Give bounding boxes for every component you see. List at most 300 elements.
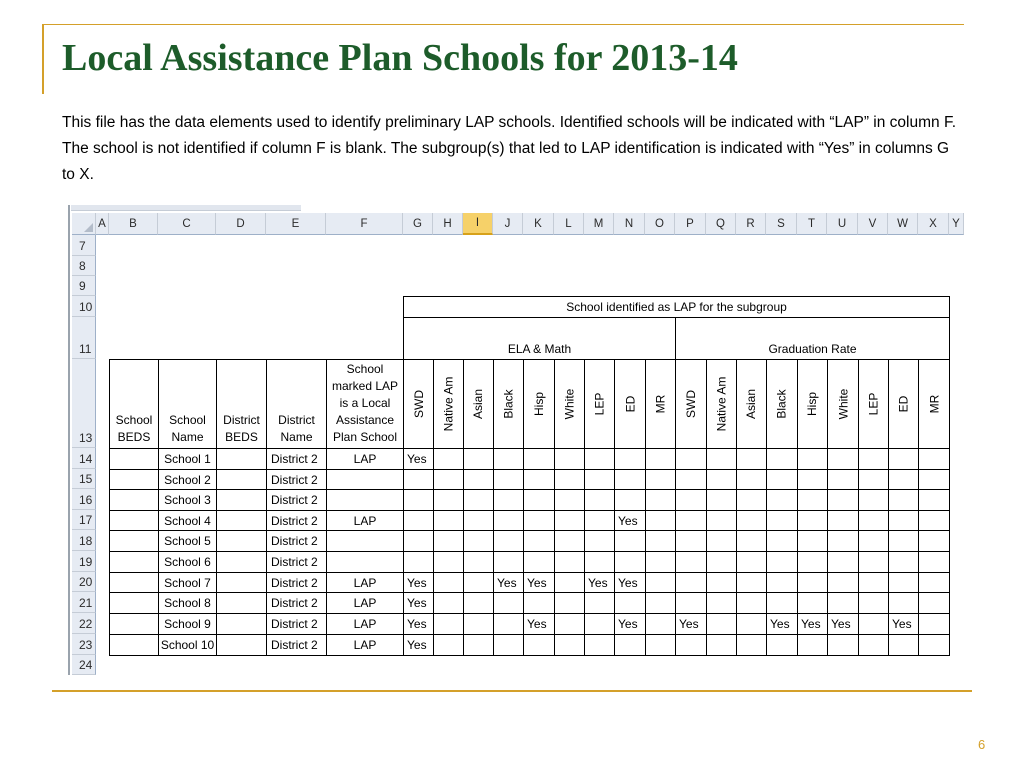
cell-subgroup-flag[interactable] <box>797 592 828 614</box>
cell-lap-marked[interactable] <box>326 489 404 511</box>
cell-subgroup-flag[interactable] <box>614 530 646 552</box>
cell-subgroup-flag[interactable] <box>645 551 676 573</box>
cell-school-name[interactable]: School 6 <box>158 551 217 573</box>
cell-subgroup-flag[interactable] <box>736 510 767 531</box>
cell-subgroup-flag[interactable] <box>493 530 524 552</box>
cell-subgroup-flag[interactable] <box>554 489 585 511</box>
cell-subgroup-flag[interactable] <box>463 613 494 635</box>
header-school-beds: School BEDS <box>109 359 159 449</box>
cell-subgroup-flag[interactable] <box>433 592 464 614</box>
header-subgroup-ela-lep <box>584 359 615 449</box>
cell-subgroup-flag[interactable] <box>645 469 676 490</box>
cell-subgroup-flag[interactable] <box>584 551 615 573</box>
cell-subgroup-flag[interactable] <box>493 489 524 511</box>
cell-subgroup-flag[interactable] <box>858 510 889 531</box>
cell-subgroup-flag[interactable] <box>766 469 798 490</box>
cell-subgroup-flag[interactable] <box>614 469 646 490</box>
cell-subgroup-flag[interactable] <box>918 613 950 635</box>
cell-subgroup-flag[interactable]: Yes <box>403 613 434 635</box>
row-header-22[interactable]: 22 <box>72 613 96 634</box>
subgroup-label: Native Am <box>441 376 456 432</box>
cell-subgroup-flag[interactable] <box>918 489 950 511</box>
subgroup-label: MR <box>653 394 668 414</box>
cell-subgroup-flag[interactable] <box>554 613 585 635</box>
column-header-a[interactable]: A <box>96 213 109 235</box>
cell-subgroup-flag[interactable] <box>736 448 767 470</box>
cell-district-beds[interactable] <box>216 634 267 656</box>
cell-subgroup-flag[interactable] <box>523 489 555 511</box>
column-header-w[interactable]: W <box>888 213 918 235</box>
cell-subgroup-flag[interactable] <box>736 613 767 635</box>
column-header-h[interactable]: H <box>433 213 463 235</box>
cell-subgroup-flag[interactable] <box>675 592 707 614</box>
cell-school-name[interactable]: School 9 <box>158 613 217 635</box>
cell-subgroup-flag[interactable] <box>433 489 464 511</box>
cell-subgroup-flag[interactable] <box>918 510 950 531</box>
row-header-15[interactable]: 15 <box>72 469 96 489</box>
cell-subgroup-flag[interactable] <box>675 489 707 511</box>
cell-subgroup-flag[interactable]: Yes <box>403 634 434 656</box>
cell-subgroup-flag[interactable] <box>675 634 707 656</box>
cell-subgroup-flag[interactable] <box>827 530 859 552</box>
cell-subgroup-flag[interactable] <box>706 572 737 593</box>
cell-subgroup-flag[interactable]: Yes <box>614 572 646 593</box>
subgroup-label: Hisp <box>531 391 546 417</box>
cell-subgroup-flag[interactable] <box>523 448 555 470</box>
cell-school-name[interactable]: School 3 <box>158 489 217 511</box>
cell-subgroup-flag[interactable] <box>888 489 919 511</box>
cell-subgroup-flag[interactable] <box>493 510 524 531</box>
cell-subgroup-flag[interactable] <box>614 489 646 511</box>
cell-subgroup-flag[interactable] <box>858 551 889 573</box>
cell-subgroup-flag[interactable] <box>463 592 494 614</box>
cell-subgroup-flag[interactable] <box>523 592 555 614</box>
cell-subgroup-flag[interactable] <box>645 448 676 470</box>
cell-school-name[interactable]: School 8 <box>158 592 217 614</box>
cell-subgroup-flag[interactable] <box>433 634 464 656</box>
select-all-triangle-icon <box>84 223 93 232</box>
header-school-name: School Name <box>158 359 217 449</box>
cell-subgroup-flag[interactable] <box>614 448 646 470</box>
row-header-8[interactable]: 8 <box>72 256 96 276</box>
cell-subgroup-flag[interactable] <box>645 489 676 511</box>
cell-district-beds[interactable] <box>216 613 267 635</box>
column-header-q[interactable]: Q <box>706 213 736 235</box>
column-header-k[interactable]: K <box>523 213 554 235</box>
cell-subgroup-flag[interactable] <box>463 551 494 573</box>
cell-subgroup-flag[interactable] <box>554 634 585 656</box>
cell-subgroup-flag[interactable] <box>706 489 737 511</box>
cell-lap-marked[interactable]: LAP <box>326 613 404 635</box>
cell-lap-marked[interactable]: LAP <box>326 448 404 470</box>
cell-subgroup-flag[interactable] <box>766 572 798 593</box>
cell-subgroup-flag[interactable] <box>493 613 524 635</box>
cell-subgroup-flag[interactable] <box>797 469 828 490</box>
header-subgroup-ela-hisp <box>523 359 555 449</box>
cell-subgroup-flag[interactable] <box>493 551 524 573</box>
cell-district-beds[interactable] <box>216 489 267 511</box>
header-subgroup-ela-mr <box>645 359 676 449</box>
cell-subgroup-flag[interactable] <box>918 592 950 614</box>
row-header-7[interactable]: 7 <box>72 235 96 256</box>
column-header-y[interactable]: Y <box>949 213 964 235</box>
cell-district-name[interactable]: District 2 <box>266 489 327 511</box>
cell-subgroup-flag[interactable] <box>463 448 494 470</box>
cell-subgroup-flag[interactable] <box>706 448 737 470</box>
cell-subgroup-flag[interactable] <box>463 530 494 552</box>
cell-subgroup-flag[interactable] <box>766 510 798 531</box>
cell-district-beds[interactable] <box>216 530 267 552</box>
cell-subgroup-flag[interactable] <box>888 469 919 490</box>
header-subgroup-grad-native-am <box>706 359 737 449</box>
cell-subgroup-flag[interactable]: Yes <box>797 613 828 635</box>
cell-district-name[interactable]: District 2 <box>266 592 327 614</box>
cell-subgroup-flag[interactable] <box>493 634 524 656</box>
row-header-21[interactable]: 21 <box>72 592 96 613</box>
cell-subgroup-flag[interactable] <box>827 489 859 511</box>
column-header-t[interactable]: T <box>797 213 827 235</box>
cell-subgroup-flag[interactable] <box>584 489 615 511</box>
header-subgroup-grad-lep <box>858 359 889 449</box>
cell-subgroup-flag[interactable]: Yes <box>888 613 919 635</box>
column-header-v[interactable]: V <box>858 213 888 235</box>
cell-subgroup-flag[interactable] <box>584 510 615 531</box>
cell-subgroup-flag[interactable] <box>614 592 646 614</box>
cell-school-beds[interactable] <box>109 613 159 635</box>
cell-subgroup-flag[interactable] <box>614 551 646 573</box>
cell-subgroup-flag[interactable] <box>706 592 737 614</box>
cell-school-name[interactable]: School 2 <box>158 469 217 490</box>
cell-subgroup-flag[interactable] <box>403 530 434 552</box>
cell-subgroup-flag[interactable] <box>463 572 494 593</box>
cell-subgroup-flag[interactable] <box>766 489 798 511</box>
cell-school-beds[interactable] <box>109 489 159 511</box>
cell-lap-marked[interactable]: LAP <box>326 572 404 593</box>
cell-school-beds[interactable] <box>109 551 159 573</box>
cell-subgroup-flag[interactable] <box>463 469 494 490</box>
subgroup-label: Black <box>775 389 789 419</box>
column-header-e[interactable]: E <box>266 213 326 235</box>
cell-subgroup-flag[interactable] <box>797 489 828 511</box>
cell-subgroup-flag[interactable]: Yes <box>493 572 524 593</box>
cell-district-name[interactable]: District 2 <box>266 572 327 593</box>
cell-subgroup-flag[interactable] <box>403 551 434 573</box>
cell-school-beds[interactable] <box>109 530 159 552</box>
cell-school-beds[interactable] <box>109 469 159 490</box>
subgroup-label: ED <box>622 395 637 413</box>
cell-subgroup-flag[interactable] <box>736 572 767 593</box>
cell-subgroup-flag[interactable] <box>918 634 950 656</box>
cell-subgroup-flag[interactable]: Yes <box>827 613 859 635</box>
cell-subgroup-flag[interactable] <box>645 613 676 635</box>
cell-subgroup-flag[interactable] <box>554 551 585 573</box>
cell-subgroup-flag[interactable] <box>918 448 950 470</box>
cell-district-name[interactable]: District 2 <box>266 530 327 552</box>
subgroup-label: Asian <box>744 388 759 420</box>
cell-subgroup-flag[interactable] <box>766 448 798 470</box>
cell-subgroup-flag[interactable] <box>645 530 676 552</box>
slide-title: Local Assistance Plan Schools for 2013-14 <box>62 37 738 79</box>
cell-subgroup-flag[interactable] <box>554 530 585 552</box>
cell-subgroup-flag[interactable] <box>827 469 859 490</box>
cell-subgroup-flag[interactable] <box>675 530 707 552</box>
cell-subgroup-flag[interactable] <box>433 510 464 531</box>
cell-subgroup-flag[interactable] <box>675 510 707 531</box>
select-all-corner[interactable] <box>72 213 96 235</box>
cell-school-name[interactable]: School 7 <box>158 572 217 593</box>
cell-subgroup-flag[interactable] <box>858 448 889 470</box>
cell-subgroup-flag[interactable] <box>523 530 555 552</box>
row-header-10[interactable]: 10 <box>72 296 96 317</box>
cell-subgroup-flag[interactable] <box>554 448 585 470</box>
cell-subgroup-flag[interactable] <box>584 613 615 635</box>
cell-district-beds[interactable] <box>216 572 267 593</box>
cell-subgroup-flag[interactable]: Yes <box>584 572 615 593</box>
cell-subgroup-flag[interactable] <box>403 510 434 531</box>
cell-subgroup-flag[interactable] <box>403 489 434 511</box>
cell-subgroup-flag[interactable] <box>797 530 828 552</box>
cell-subgroup-flag[interactable] <box>675 448 707 470</box>
cell-subgroup-flag[interactable] <box>554 469 585 490</box>
cell-subgroup-flag[interactable] <box>766 634 798 656</box>
column-header-i[interactable]: I <box>463 213 493 235</box>
cell-subgroup-flag[interactable] <box>523 469 555 490</box>
cell-subgroup-flag[interactable] <box>766 592 798 614</box>
page-number: 6 <box>978 737 986 752</box>
column-header-j[interactable]: J <box>493 213 523 235</box>
subgroup-label: MR <box>926 394 941 414</box>
cell-subgroup-flag[interactable] <box>584 469 615 490</box>
cell-subgroup-flag[interactable]: Yes <box>523 572 555 593</box>
cell-district-beds[interactable] <box>216 510 267 531</box>
cell-subgroup-flag[interactable] <box>918 572 950 593</box>
cell-subgroup-flag[interactable] <box>797 448 828 470</box>
cell-subgroup-flag[interactable] <box>858 634 889 656</box>
header-ela-math: ELA & Math <box>403 317 676 360</box>
cell-subgroup-flag[interactable] <box>736 469 767 490</box>
cell-subgroup-flag[interactable] <box>858 572 889 593</box>
header-lap-marked: School marked LAP is a Local Assistance Plan School <box>326 359 404 449</box>
cell-subgroup-flag[interactable] <box>706 551 737 573</box>
cell-school-beds[interactable] <box>109 510 159 531</box>
cell-subgroup-flag[interactable] <box>736 530 767 552</box>
cell-subgroup-flag[interactable] <box>706 530 737 552</box>
subgroup-label: SWD <box>684 390 698 418</box>
cell-subgroup-flag[interactable] <box>584 530 615 552</box>
cell-school-beds[interactable] <box>109 592 159 614</box>
cell-subgroup-flag[interactable] <box>493 592 524 614</box>
row-header-11[interactable]: 11 <box>72 317 96 359</box>
column-header-r[interactable]: R <box>736 213 766 235</box>
cell-subgroup-flag[interactable] <box>554 592 585 614</box>
column-header-b[interactable]: B <box>109 213 158 235</box>
cell-subgroup-flag[interactable] <box>675 469 707 490</box>
cell-subgroup-flag[interactable] <box>706 510 737 531</box>
cell-subgroup-flag[interactable]: Yes <box>614 613 646 635</box>
cell-subgroup-flag[interactable] <box>766 530 798 552</box>
cell-subgroup-flag[interactable] <box>433 572 464 593</box>
cell-subgroup-flag[interactable] <box>433 613 464 635</box>
cell-subgroup-flag[interactable] <box>827 510 859 531</box>
subgroup-label: White <box>562 388 577 420</box>
column-header-n[interactable]: N <box>614 213 645 235</box>
row-header-13[interactable]: 13 <box>72 359 96 448</box>
subgroup-label: LEP <box>866 392 881 416</box>
cell-subgroup-flag[interactable] <box>858 613 889 635</box>
cell-district-name[interactable]: District 2 <box>266 613 327 635</box>
header-subgroup-ela-white <box>554 359 585 449</box>
subgroup-label: LEP <box>592 392 607 416</box>
cell-subgroup-flag[interactable] <box>736 634 767 656</box>
cell-subgroup-flag[interactable] <box>858 469 889 490</box>
cell-subgroup-flag[interactable] <box>645 592 676 614</box>
cell-subgroup-flag[interactable] <box>584 592 615 614</box>
column-header-u[interactable]: U <box>827 213 858 235</box>
column-header-s[interactable]: S <box>766 213 797 235</box>
column-header-c[interactable]: C <box>158 213 216 235</box>
cell-subgroup-flag[interactable] <box>918 530 950 552</box>
cell-subgroup-flag[interactable]: Yes <box>523 613 555 635</box>
cell-subgroup-flag[interactable] <box>888 634 919 656</box>
row-header-16[interactable]: 16 <box>72 489 96 510</box>
row-header-9[interactable]: 9 <box>72 276 96 296</box>
cell-school-name[interactable]: School 4 <box>158 510 217 531</box>
cell-subgroup-flag[interactable]: Yes <box>614 510 646 531</box>
row-header-20[interactable]: 20 <box>72 572 96 592</box>
cell-school-beds[interactable] <box>109 634 159 656</box>
cell-subgroup-flag[interactable] <box>797 510 828 531</box>
cell-subgroup-flag[interactable] <box>706 469 737 490</box>
cell-subgroup-flag[interactable] <box>888 551 919 573</box>
footer-accent-line <box>52 690 972 692</box>
column-header-d[interactable]: D <box>216 213 266 235</box>
cell-subgroup-flag[interactable] <box>918 551 950 573</box>
cell-lap-marked[interactable]: LAP <box>326 510 404 531</box>
cell-subgroup-flag[interactable] <box>433 530 464 552</box>
cell-school-beds[interactable] <box>109 572 159 593</box>
slide-body-text: This file has the data elements used to identify preliminary LAP schools. Identified schools will be indicated with “LAP” in column F. The school is not identified if column F is blank. The subgroup(s) that led to LAP identification is indicated with “Yes” in columns G to X. <box>62 114 956 183</box>
cell-subgroup-flag[interactable] <box>433 448 464 470</box>
cell-subgroup-flag[interactable] <box>523 634 555 656</box>
cell-school-beds[interactable] <box>109 448 159 470</box>
cell-subgroup-flag[interactable] <box>858 592 889 614</box>
cell-subgroup-flag[interactable]: Yes <box>766 613 798 635</box>
cell-subgroup-flag[interactable] <box>493 469 524 490</box>
cell-district-beds[interactable] <box>216 592 267 614</box>
column-header-g[interactable]: G <box>403 213 433 235</box>
cell-subgroup-flag[interactable] <box>584 448 615 470</box>
cell-district-beds[interactable] <box>216 551 267 573</box>
cell-subgroup-flag[interactable] <box>797 551 828 573</box>
cell-subgroup-flag[interactable] <box>827 592 859 614</box>
cell-subgroup-flag[interactable] <box>645 634 676 656</box>
cell-subgroup-flag[interactable]: Yes <box>403 572 434 593</box>
cell-district-name[interactable]: District 2 <box>266 634 327 656</box>
cell-subgroup-flag[interactable] <box>523 510 555 531</box>
cell-lap-marked[interactable] <box>326 551 404 573</box>
column-header-o[interactable]: O <box>645 213 675 235</box>
cell-subgroup-flag[interactable]: Yes <box>675 613 707 635</box>
row-header-24[interactable]: 24 <box>72 655 96 675</box>
cell-subgroup-flag[interactable] <box>463 489 494 511</box>
cell-subgroup-flag[interactable] <box>675 572 707 593</box>
cell-subgroup-flag[interactable] <box>493 448 524 470</box>
cell-subgroup-flag[interactable] <box>706 634 737 656</box>
cell-district-beds[interactable] <box>216 448 267 470</box>
cell-subgroup-flag[interactable] <box>736 489 767 511</box>
cell-subgroup-flag[interactable] <box>827 572 859 593</box>
cell-district-name[interactable]: District 2 <box>266 448 327 470</box>
row-header-23[interactable]: 23 <box>72 634 96 655</box>
cell-subgroup-flag[interactable] <box>463 510 494 531</box>
cell-school-name[interactable]: School 1 <box>158 448 217 470</box>
cell-subgroup-flag[interactable] <box>858 489 889 511</box>
cell-subgroup-flag[interactable] <box>918 469 950 490</box>
cell-subgroup-flag[interactable] <box>888 510 919 531</box>
cell-school-name[interactable]: School 10 <box>158 634 217 656</box>
cell-subgroup-flag[interactable] <box>433 551 464 573</box>
column-header-p[interactable]: P <box>675 213 706 235</box>
cell-district-beds[interactable] <box>216 469 267 490</box>
cell-subgroup-flag[interactable] <box>523 551 555 573</box>
cell-subgroup-flag[interactable] <box>463 634 494 656</box>
cell-subgroup-flag[interactable] <box>827 448 859 470</box>
cell-subgroup-flag[interactable] <box>858 530 889 552</box>
column-header-f[interactable]: F <box>326 213 403 235</box>
row-header-14[interactable]: 14 <box>72 448 96 469</box>
cell-subgroup-flag[interactable] <box>888 572 919 593</box>
cell-subgroup-flag[interactable] <box>888 592 919 614</box>
cell-subgroup-flag[interactable] <box>584 634 615 656</box>
cell-district-name[interactable]: District 2 <box>266 469 327 490</box>
cell-subgroup-flag[interactable] <box>645 510 676 531</box>
cell-subgroup-flag[interactable] <box>888 530 919 552</box>
cell-lap-marked[interactable] <box>326 530 404 552</box>
header-subgroup-grad-ed <box>888 359 919 449</box>
cell-district-name[interactable]: District 2 <box>266 551 327 573</box>
cell-subgroup-flag[interactable] <box>797 634 828 656</box>
row-header-18[interactable]: 18 <box>72 530 96 551</box>
cell-lap-marked[interactable] <box>326 469 404 490</box>
row-header-19[interactable]: 19 <box>72 551 96 572</box>
cell-subgroup-flag[interactable] <box>888 448 919 470</box>
column-header-l[interactable]: L <box>554 213 584 235</box>
cell-subgroup-flag[interactable] <box>433 469 464 490</box>
cell-school-name[interactable]: School 5 <box>158 530 217 552</box>
cell-subgroup-flag[interactable]: Yes <box>403 592 434 614</box>
cell-subgroup-flag[interactable] <box>645 572 676 593</box>
row-header-17[interactable]: 17 <box>72 510 96 530</box>
cell-subgroup-flag[interactable] <box>827 551 859 573</box>
cell-subgroup-flag[interactable] <box>554 510 585 531</box>
cell-subgroup-flag[interactable] <box>554 572 585 593</box>
column-header-m[interactable]: M <box>584 213 614 235</box>
cell-subgroup-flag[interactable] <box>675 551 707 573</box>
cell-subgroup-flag[interactable]: Yes <box>403 448 434 470</box>
cell-lap-marked[interactable]: LAP <box>326 634 404 656</box>
cell-lap-marked[interactable]: LAP <box>326 592 404 614</box>
cell-subgroup-flag[interactable] <box>827 634 859 656</box>
cell-district-name[interactable]: District 2 <box>266 510 327 531</box>
cell-subgroup-flag[interactable] <box>736 592 767 614</box>
column-header-x[interactable]: X <box>918 213 949 235</box>
cell-subgroup-flag[interactable] <box>614 634 646 656</box>
cell-subgroup-flag[interactable] <box>706 613 737 635</box>
cell-subgroup-flag[interactable] <box>736 551 767 573</box>
cell-subgroup-flag[interactable] <box>403 469 434 490</box>
cell-subgroup-flag[interactable] <box>766 551 798 573</box>
cell-subgroup-flag[interactable] <box>797 572 828 593</box>
